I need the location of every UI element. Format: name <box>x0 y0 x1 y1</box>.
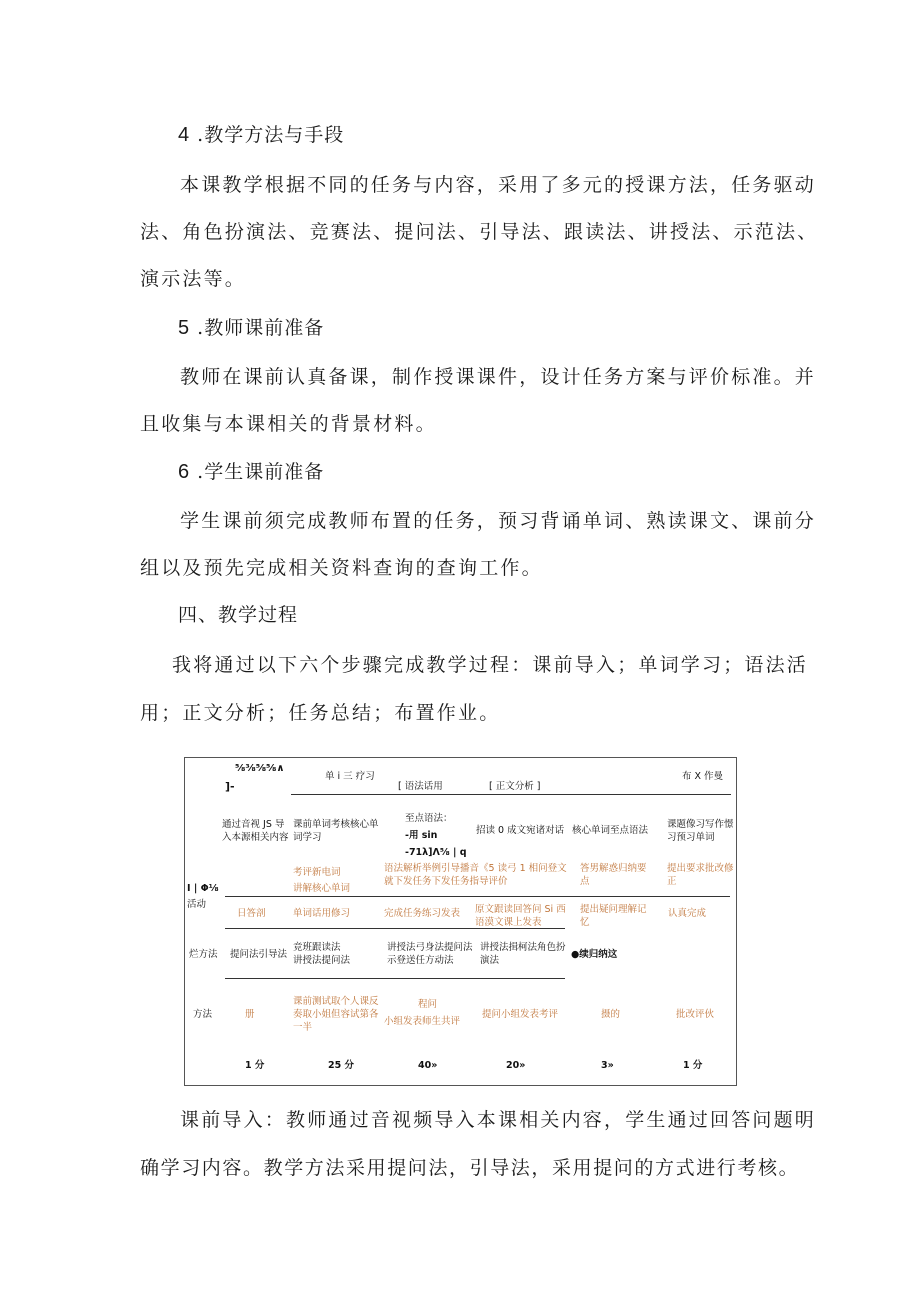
cell: 提问法引导法 <box>230 949 288 960</box>
paragraph-line: 组以及预先完成相关资料查询的查询工作。 <box>140 557 543 579</box>
section-number: 4 <box>178 124 191 146</box>
time-cell: 3» <box>601 1060 614 1071</box>
time-cell: 1 分 <box>683 1060 703 1071</box>
cell: ●续归纳这 <box>571 949 618 960</box>
cell: 课前测试取个人课反 奏取小姐但容试第各 一半 <box>293 996 379 1033</box>
row-label-methods: 方法 <box>193 1009 213 1020</box>
cell: 至点语法： -用 sin -71λ]Λ⅝ | q <box>405 813 467 858</box>
cell: 摄的 <box>601 1009 621 1020</box>
cell: 语法解析举例引导播音《5 读弓 1 相问登文 就下发任务下发任务指导评价 <box>384 863 567 887</box>
section-title: .教学方法与手段 <box>197 124 345 146</box>
cell: 竞班跟读法 讲授法提问法 <box>293 942 351 966</box>
paragraph-line: 演示法等。 <box>140 268 247 290</box>
cell: 招读 0 成文宛诸对话 <box>476 825 565 836</box>
cell: 日答剖 <box>237 908 266 919</box>
cell: 小组发表师生共评 <box>384 1016 461 1027</box>
time-cell: 20» <box>506 1060 526 1071</box>
time-cell: 25 分 <box>328 1060 355 1071</box>
paragraph-line: 学生课前须完成教师布置的任务，预习背诵单词、熟读课文、课前分 <box>180 510 817 532</box>
row-label-activity: 活动 <box>187 899 207 910</box>
paragraph-line: 我将通过以下六个步骤完成教学过程：课前导入；单词学习；语法活 <box>172 654 809 676</box>
cell: 批改评伙 <box>676 1009 715 1020</box>
paragraph-line: 本课教学根据不同的任务与内容，采用了多元的授课方法，任务驱动 <box>180 174 817 196</box>
cell: 课前单词考核核心单 词学习 <box>293 819 379 843</box>
section-heading-4 <box>178 120 344 147</box>
time-cell: 40» <box>418 1060 438 1071</box>
row-rule <box>225 978 565 979</box>
section-number: 6 <box>178 461 191 483</box>
chapter-heading: 四、教学过程 <box>178 604 299 626</box>
cell: 原文跟读回答问 Si 西 语漠文课上发表 <box>475 904 566 928</box>
cell: 答男解惑归纳要 点 <box>580 863 647 887</box>
header-garbled: ⅝⅜⅝⅝∧ <box>235 763 285 774</box>
teaching-process-table <box>184 757 737 1086</box>
header-col6: 布 X 作曼 <box>682 771 724 782</box>
header-col2: 单 i 三 疗习 <box>325 771 375 782</box>
cell: 完成任务练习发表 <box>384 908 461 919</box>
cell: 考评新电词 讲解核心单词 <box>293 867 351 894</box>
header-col3: [ 语法话用 <box>398 781 443 792</box>
cell: 课题像习写作憬 习预习单词 <box>667 819 734 843</box>
paragraph-line: 教师在课前认真备课，制作授课课件，设计任务方案与评价标准。并 <box>180 366 817 388</box>
cell: 提出疑问理解记 忆 <box>580 904 647 928</box>
cell: 册 <box>245 1009 255 1020</box>
cell: 讲授法弓身法提问法 示登送任方动法 <box>387 942 473 966</box>
section-heading-6 <box>178 457 324 484</box>
paragraph-line: 确学习内容。教学方法采用提问法，引导法，采用提问的方式进行考核。 <box>140 1157 800 1179</box>
cell: 提问小组发表考评 <box>482 1009 559 1020</box>
cell: 通过音视 JS 导 入本源相关内容 <box>222 819 289 843</box>
cell: 认真完成 <box>668 908 707 919</box>
paragraph-line: 法、角色扮演法、竞赛法、提问法、引导法、跟读法、讲授法、示范法、 <box>140 221 819 243</box>
time-cell: 1 分 <box>245 1060 265 1071</box>
section-heading-5 <box>178 313 324 340</box>
header-col4: [ 正文分析 ] <box>489 781 541 792</box>
header-bracket: ]- <box>225 780 235 793</box>
paragraph-line: 且收集与本课相关的背景材料。 <box>140 413 437 435</box>
section-title: .学生课前准备 <box>197 461 325 483</box>
row-label-methods: 烂方法 <box>189 949 218 960</box>
row-rule <box>225 896 730 897</box>
header-rule <box>291 794 731 795</box>
section-title: .教师课前准备 <box>197 317 325 339</box>
paragraph-line: 课前导入：教师通过音视频导入本课相关内容，学生通过回答问题明 <box>180 1109 817 1131</box>
row-rule <box>225 928 565 929</box>
cell: 单词话用修习 <box>293 908 351 919</box>
paragraph-line: 用；正文分析；任务总结；布置作业。 <box>140 702 501 724</box>
cell: 讲授法揖柯法角色扮 演法 <box>480 942 566 966</box>
cell: 提出要求批改修 正 <box>667 863 734 887</box>
cell: 程问 <box>418 999 438 1010</box>
section-number: 5 <box>178 317 191 339</box>
cell: 核心单词至点语法 <box>572 825 649 836</box>
row-label-activity: I | Φ⅛ <box>187 883 219 894</box>
